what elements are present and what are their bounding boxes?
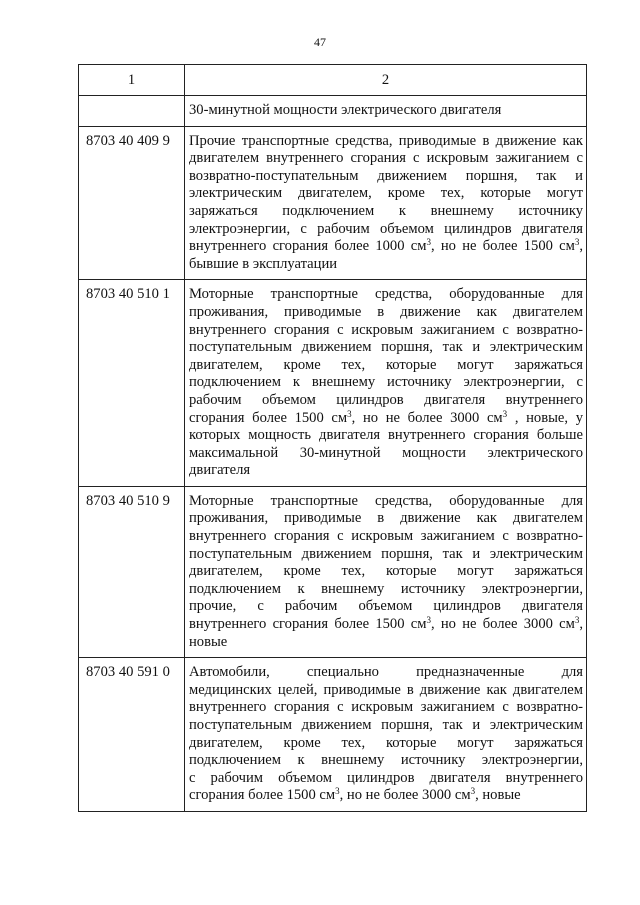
description-line: Прочие транспортные средства, приводимые в движение как [189, 132, 583, 149]
description-line: 30-минутной мощности электрического двигателя [189, 102, 502, 118]
header-row [79, 65, 587, 96]
description-line: с рабочим объемом цилиндров двигателя внутреннего [189, 769, 583, 786]
description-line: двигателем, кроме тех, которые могут заряжаться [189, 734, 583, 751]
description-line: поступательным движением поршня, так и электрическим [189, 717, 583, 733]
description-line: двигателем, кроме тех, которые могут заряжаться [189, 356, 583, 373]
description-line: прочие, с рабочим объемом цилиндров двигателя [189, 598, 583, 615]
description-line: сгорания более 1500 $см^3$, но не более 3000 $см^3$ , новые, у [189, 408, 584, 426]
description-line: новые [189, 633, 228, 650]
description-cell [185, 658, 587, 812]
description-line: проживания, приводимые в движение как двигателем [189, 510, 583, 527]
description-line: Моторные транспортные средства, оборудованные для [189, 286, 583, 303]
description-line: бывшие в эксплуатации [189, 255, 338, 272]
description-line: заряжаться подключением к внешнему источнику [189, 202, 583, 219]
tariff-code-cell: 8703 40 591 0 [79, 658, 185, 812]
page-number: 47 [314, 35, 326, 49]
tariff-code-cell: 8703 40 409 9 [79, 126, 185, 280]
column-header-code: 1 [79, 65, 185, 96]
description-cell [185, 96, 587, 127]
description-cell [185, 126, 587, 280]
tariff-code-cell [79, 96, 185, 127]
description-line: двигателя [189, 462, 251, 479]
description-line: максимальной 30-минутной мощности электрического [189, 444, 583, 461]
description-cell [185, 486, 587, 657]
description-line: внутреннего сгорания более 1000 $см^3$, но не более 1500 $см^3$, [189, 237, 584, 255]
description-line: двигателем, кроме тех, которые могут заряжаться [189, 563, 583, 580]
description-line: Автомобили, специально предназначенные для [189, 664, 583, 681]
table-row [79, 486, 587, 657]
description-line: внутреннего сгорания с искровым зажиганием с возвратно- [189, 699, 583, 716]
table-row [79, 280, 587, 487]
tariff-table [78, 64, 587, 812]
description-line: подключением к внешнему источнику электроэнергии, [189, 752, 583, 769]
description-cell [185, 280, 587, 487]
column-header-description: 2 [185, 65, 587, 96]
description-line: возвратно-поступательным движением поршня, так и [189, 167, 583, 184]
description-line: подключением к внешнему источнику электроэнергии, с [189, 374, 583, 391]
description-line: электрическим двигателем, кроме тех, которые могут [189, 185, 583, 202]
description-line: рабочим объемом цилиндров двигателя внутреннего [189, 391, 583, 408]
description-line: электроэнергии, с рабочим объемом цилиндров двигателя [189, 220, 583, 237]
description-line: проживания, приводимые в движение как двигателем [189, 303, 583, 320]
description-line: двигателем внутреннего сгорания с искровым зажиганием с [189, 150, 583, 167]
description-line: медицинских целей, приводимые в движение как двигателем [189, 681, 583, 698]
description-line: внутреннего сгорания более 1500 $см^3$, но не более 3000 $см^3$, [189, 615, 584, 633]
table-row [79, 126, 587, 280]
description-line: поступательным движением поршня, так и электрическим [189, 339, 583, 356]
description-line: подключением к внешнему источнику электроэнергии, [189, 580, 583, 597]
description-line: внутреннего сгорания с искровым зажиганием с возвратно- [189, 528, 583, 545]
description-line: Моторные транспортные средства, оборудованные для [189, 492, 583, 509]
table-body [79, 96, 587, 812]
table-row [79, 96, 587, 127]
tariff-code-cell: 8703 40 510 9 [79, 486, 185, 657]
tariff-code-cell: 8703 40 510 1 [79, 280, 185, 487]
table-row [79, 658, 587, 812]
description-line: поступательным движением поршня, так и электрическим [189, 545, 583, 562]
description-line: которых мощность двигателя внутреннего сгорания больше [189, 427, 583, 444]
description-line: сгорания более 1500 $см^3$, но не более 3000 $см^3$, новые [189, 786, 521, 804]
description-line: внутреннего сгорания с искровым зажиганием с возвратно- [189, 321, 583, 338]
